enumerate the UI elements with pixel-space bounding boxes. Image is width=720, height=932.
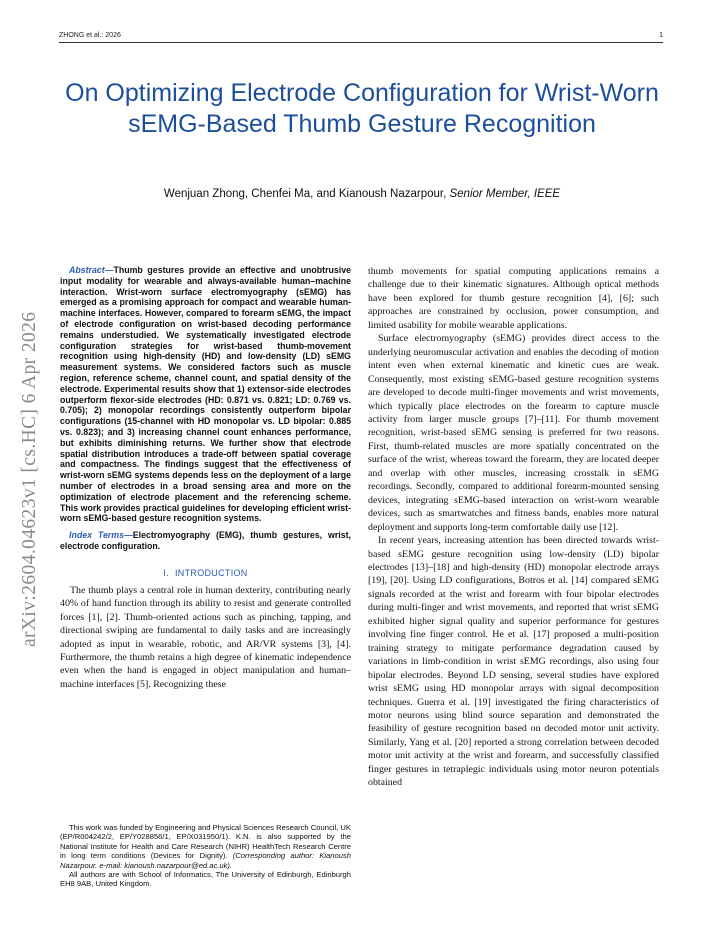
right-paragraph-3: In recent years, increasing attention has been directed towards wrist-based sEMG gesture recognition using low-density (LD) bipolar electrodes [13]–[18] and high-density (HD) monopolar electrode arrays [19], [20]. Using LD configurations, Botros et al. [14] compared sEMG signals recorded at the wrist and forearm with four bipolar electrodes during multi-finger and wrist movements, and reported that wrist sEMG exhibited higher signal quality and superior performance for gestures involving fine finger control. He et al. [17] proposed a multi-position training strategy to mitigate performance degradation caused by variations in limb-condition in wrist sEMG recordings, also using four bipolar electrodes. Beyond LD sensing, several studies have explored wrist sEMG using HD monopolar arrays with signal decomposition techniques. Guerra et al. [19] investigated the firing characteristics of motor neurons using blind source separation and demonstrated the feasibility of gesture recognition based on decoded motor unit activity. Similarly, Yang et al. [20] reported a strong correlation between decoded motor unit activity at the wrist and forearm, and successfully classified finger gestures in tetraplegic individuals using motor neuron potentials obtained	[368, 535, 659, 789]
author-line	[60, 188, 664, 200]
arxiv-identifier-stamp: arXiv:2604.04623v1 [cs.HC] 6 Apr 2026	[19, 311, 40, 647]
author-names: Wenjuan Zhong, Chenfei Ma, and Kianoush Nazarpour,	[163, 188, 447, 200]
right-column	[368, 265, 659, 790]
left-column	[60, 265, 351, 691]
index-terms-label: Index Terms—	[69, 530, 133, 541]
section-heading-introduction	[60, 568, 351, 578]
abstract-text: Thumb gestures provide an effective and unobtrusive input modality for wearable and always-available human–machine interaction. Wrist-worn surface electromyography (sEMG) has emerged as a promising approach for compact and wearable human-machine interfaces. However, compared to forearm sEMG, the impact of electrode configuration on wrist-based decoding performance remains understudied. We systematically investigated electrode configuration strategies for wrist-based thumb-movement recognition using high-density (HD) and low-density (LD) sEMG measurement systems. We considered factors such as muscle region, reference scheme, channel count, and spatial density of the electrode. Experimental results show that 1) extensor-side electrodes outperform flexor-side electrodes (HD: 0.871 vs. 0.821; LD: 0.769 vs. 0.705); 2) monopolar recordings consistently outperform bipolar configurations (15-channel with HD monopolar vs. LD bipolar: 0.885 vs. 0.823); and 3) increasing channel count enhances performance, but exhibits diminishing returns. We further show that electrode spatial distribution introduces a trade-off between spatial coverage and compactness. The findings suggest that the effectiveness of wrist-worn sEMG systems depends less on the deployment of a large number of electrodes in a broad sensing area and more on the optimization of electrode placement and the referencing scheme. This work provides practical guidelines for developing efficient wrist-worn sEMG-based gesture recognition systems.	[60, 265, 351, 524]
author-membership: Senior Member, IEEE	[449, 188, 561, 200]
footnote-funding	[60, 823, 351, 870]
section-number: I.	[163, 567, 169, 578]
abstract	[60, 265, 351, 524]
header-rule	[59, 42, 663, 43]
footnote-corresponding-author: (Corresponding author: Kianoush Nazarpour. e-mail: kianoush.nazarpour@ed.ac.uk).	[60, 851, 351, 870]
footnote-funding-text: This work was funded by Engineering and Physical Sciences Research Council, UK (EP/R004242/2, EP/Y028856/1, EP/X031950/1). K.N. is also supported by the National Institute for Health and Care Research (NIHR) HealthTech Research Centre in long term conditions (Devices for Dignity).	[60, 823, 351, 861]
intro-paragraph: The thumb plays a central role in human dexterity, contributing nearly 40% of hand function through its ability to resist and generate controlled forces [1], [2]. Thumb-oriented actions such as pinching, tapping, and directional swiping are fundamental to daily tasks and are increasingly adopted as input in wearable, robotic, and AR/VR systems [3], [4]. Furthermore, the thumb retains a high degree of kinematic independence even when the hand is engaged in object manipulation and human–machine interfaces [5]. Recognizing these	[60, 584, 351, 690]
index-terms	[60, 530, 351, 552]
right-paragraph-1: thumb movements for spatial computing applications remains a challenge due to their kinematic signatures. Although optical methods have been explored for thumb gesture recognition [4], [6]; such approaches are constrained by occlusion, power consumption, and limited usability for mobile wearable applications.	[368, 266, 659, 331]
section-title: INTRODUCTION	[175, 567, 248, 578]
first-page-footnote	[60, 823, 351, 889]
paper-title: On Optimizing Electrode Configuration for Wrist-Worn sEMG-Based Thumb Gesture Recognition	[65, 79, 659, 138]
running-head-left: ZHONG et al.: 2026	[59, 32, 121, 39]
abstract-label: Abstract—	[69, 265, 114, 275]
right-paragraph-2: Surface electromyography (sEMG) provides direct access to the underlying neuromuscular activation and enables the decoding of motion intent even when external kinematic and kinetic cues are weak. Consequently, most existing sEMG-based gesture recognition systems are developed to decode multi-finger movements and wrist movements, which typically place electrodes on the forearm to capture muscle activity from larger muscle groups [7]–[11]. For thumb movement recognition, wrist-based sEMG sensing is preferred for two reasons. First, thumb-related muscles are more spatially concentrated on the surface of the wrist, whereas toward the forearm, they are located deeper and overlap with other muscles, increasing crosstalk in sEMG recordings. Secondly, compared to additional forearm-mounted sensing devices, integrating sEMG-based interaction on wrist-worn wearable devices, such as smartwatches and fitness bands, enables more natural deployment and supports long-term comfortable daily use [12].	[368, 333, 659, 533]
index-terms-text: Electromyography (EMG), thumb gestures, wrist, electrode configuration.	[60, 530, 351, 551]
page-number: 1	[659, 32, 663, 39]
footnote-affiliation: All authors are with School of Informatics, The University of Edinburgh, Edinburgh EH8 9AB, United Kingdom.	[60, 870, 351, 889]
